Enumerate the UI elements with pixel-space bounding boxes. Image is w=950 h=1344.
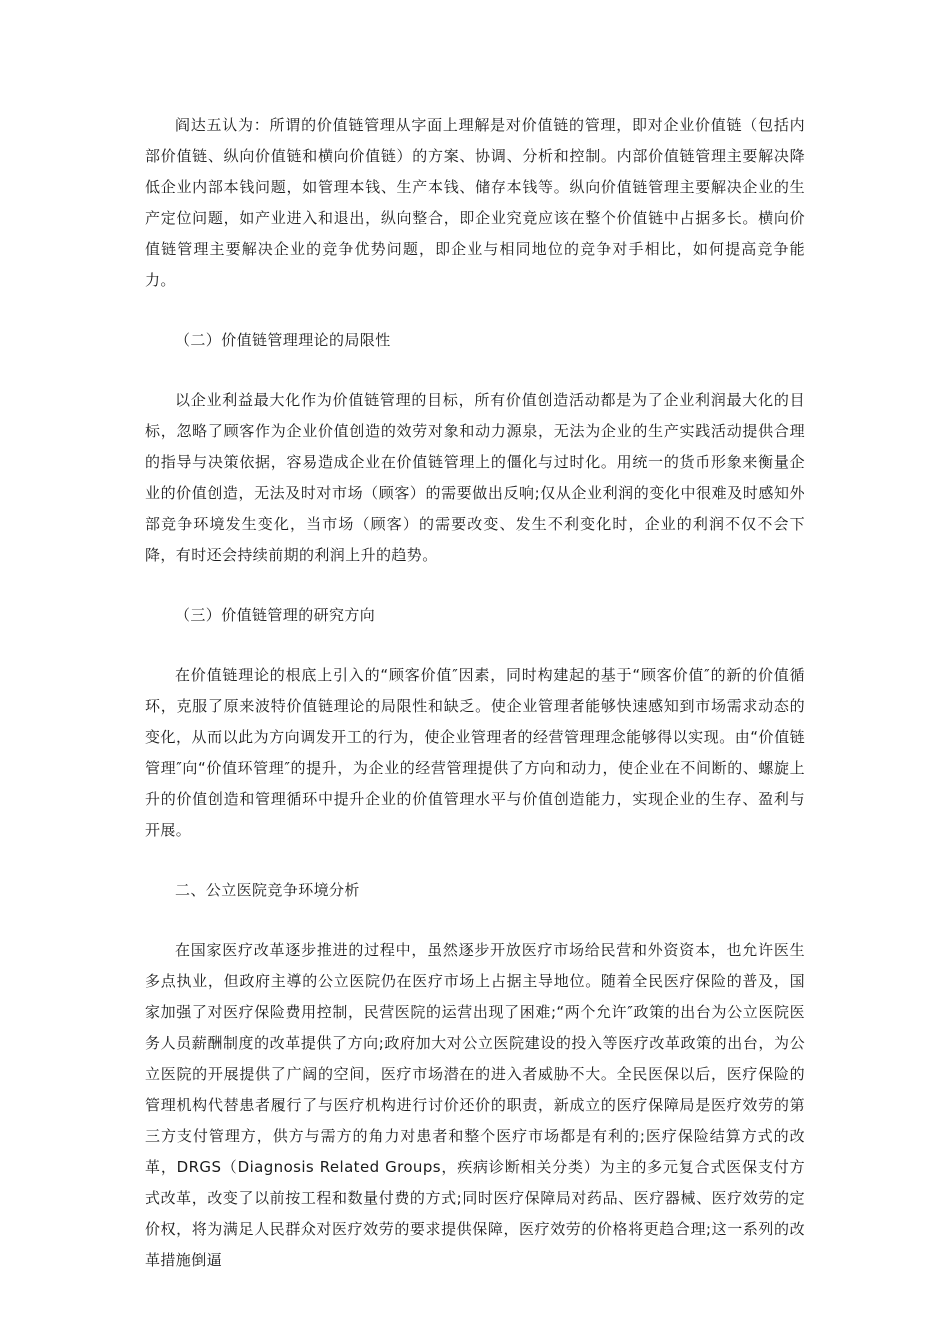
document-page bbox=[145, 110, 805, 1305]
section-heading-competition-analysis: 二、公立医院竞争环境分析 bbox=[175, 881, 360, 899]
section-heading-research-direction: （三）价值链管理的研究方向 bbox=[175, 606, 376, 624]
paragraph-limitations: 以企业利益最大化作为价值链管理的目标，所有价值创造活动都是为了企业利润最大化的目标，忽略了顾客作为企业价值创造的效劳对象和动力源泉，无法为企业的生产实践活动提供合理的指导与决策依据，容易造成企业在价值链管理上的僵化与过时化。用统一的货币形象来衡量企业的价值创造，无法及时对市场（顾客）的需要做出反响;仅从企业利润的变化中很难及时感知外部竞争环境发生变化，当市场（顾客）的需要改变、发生不利变化时，企业的利润不仅不会下降，有时还会持续前期的利润上升的趋势。 bbox=[145, 391, 805, 564]
paragraph-competition-analysis: 在国家医疗改革逐步推进的过程中，虽然逐步开放医疗市场给民营和外资资本，也允许医生多点执业，但政府主導的公立医院仍在医疗市场上占据主导地位。随着全民医疗保险的普及，国家加强了对医疗保险费用控制，民营医院的运营出现了困难;“两个允许″政策的出台为公立医院医务人员薪酬制度的改革提供了方向;政府加大对公立医院建设的投入等医疗改革政策的出台，为公立医院的开展提供了广阔的空间，医疗市场潜在的进入者威胁不大。全民医保以后，医疗保险的管理机构代替患者履行了与医疗机构进行讨价还价的职责，新成立的医疗保障局是医疗效劳的第三方支付管理方，供方与需方的角力对患者和整个医疗市场都是有利的;医疗保险结算方式的改革，DRGS（Diagnosis Related Groups，疾病诊断相关分类）为主的多元复合式医保支付方式改革，改变了以前按工程和数量付费的方式;同时医疗保障局对药品、医疗器械、医疗效劳的定价权，将为满足人民群众对医疗效劳的要求提供保障，医疗效劳的价格将更趋合理;这一系列的改革措施倒逼 bbox=[145, 941, 805, 1269]
paragraph-value-chain-definition: 阎达五认为：所谓的价值链管理从字面上理解是对价值链的管理，即对企业价值链（包括内部价值链、纵向价值链和横向价值链）的方案、协调、分析和控制。内部价值链管理主要解决降低企业内部本钱问题，如管理本钱、生产本钱、储存本钱等。纵向价值链管理主要解决企业的生产定位问题，如产业进入和退出，纵向整合，即企业究竟应该在整个价值链中占据多长。横向价值链管理主要解决企业的竞争优势问题，即企业与相同地位的竞争对手相比，如何提高竞争能力。 bbox=[145, 116, 805, 289]
paragraph-research-direction: 在价值链理论的根底上引入的“顾客价值″因素，同时构建起的基于“顾客价值″的新的价值循环，克服了原来波特价值链理论的局限性和缺乏。使企业管理者能够快速感知到市场需求动态的变化，从而以此为方向调发开工的行为，使企业管理者的经营管理理念能够得以实现。由“价值链管理″向“价值环管理″的提升，为企业的经营管理提供了方向和动力，使企业在不间断的、螺旋上升的价值创造和管理循环中提升企业的价值管理水平与价值创造能力，实现企业的生存、盈利与开展。 bbox=[145, 666, 805, 839]
section-heading-limitations: （二）价值链管理理论的局限性 bbox=[175, 331, 391, 349]
